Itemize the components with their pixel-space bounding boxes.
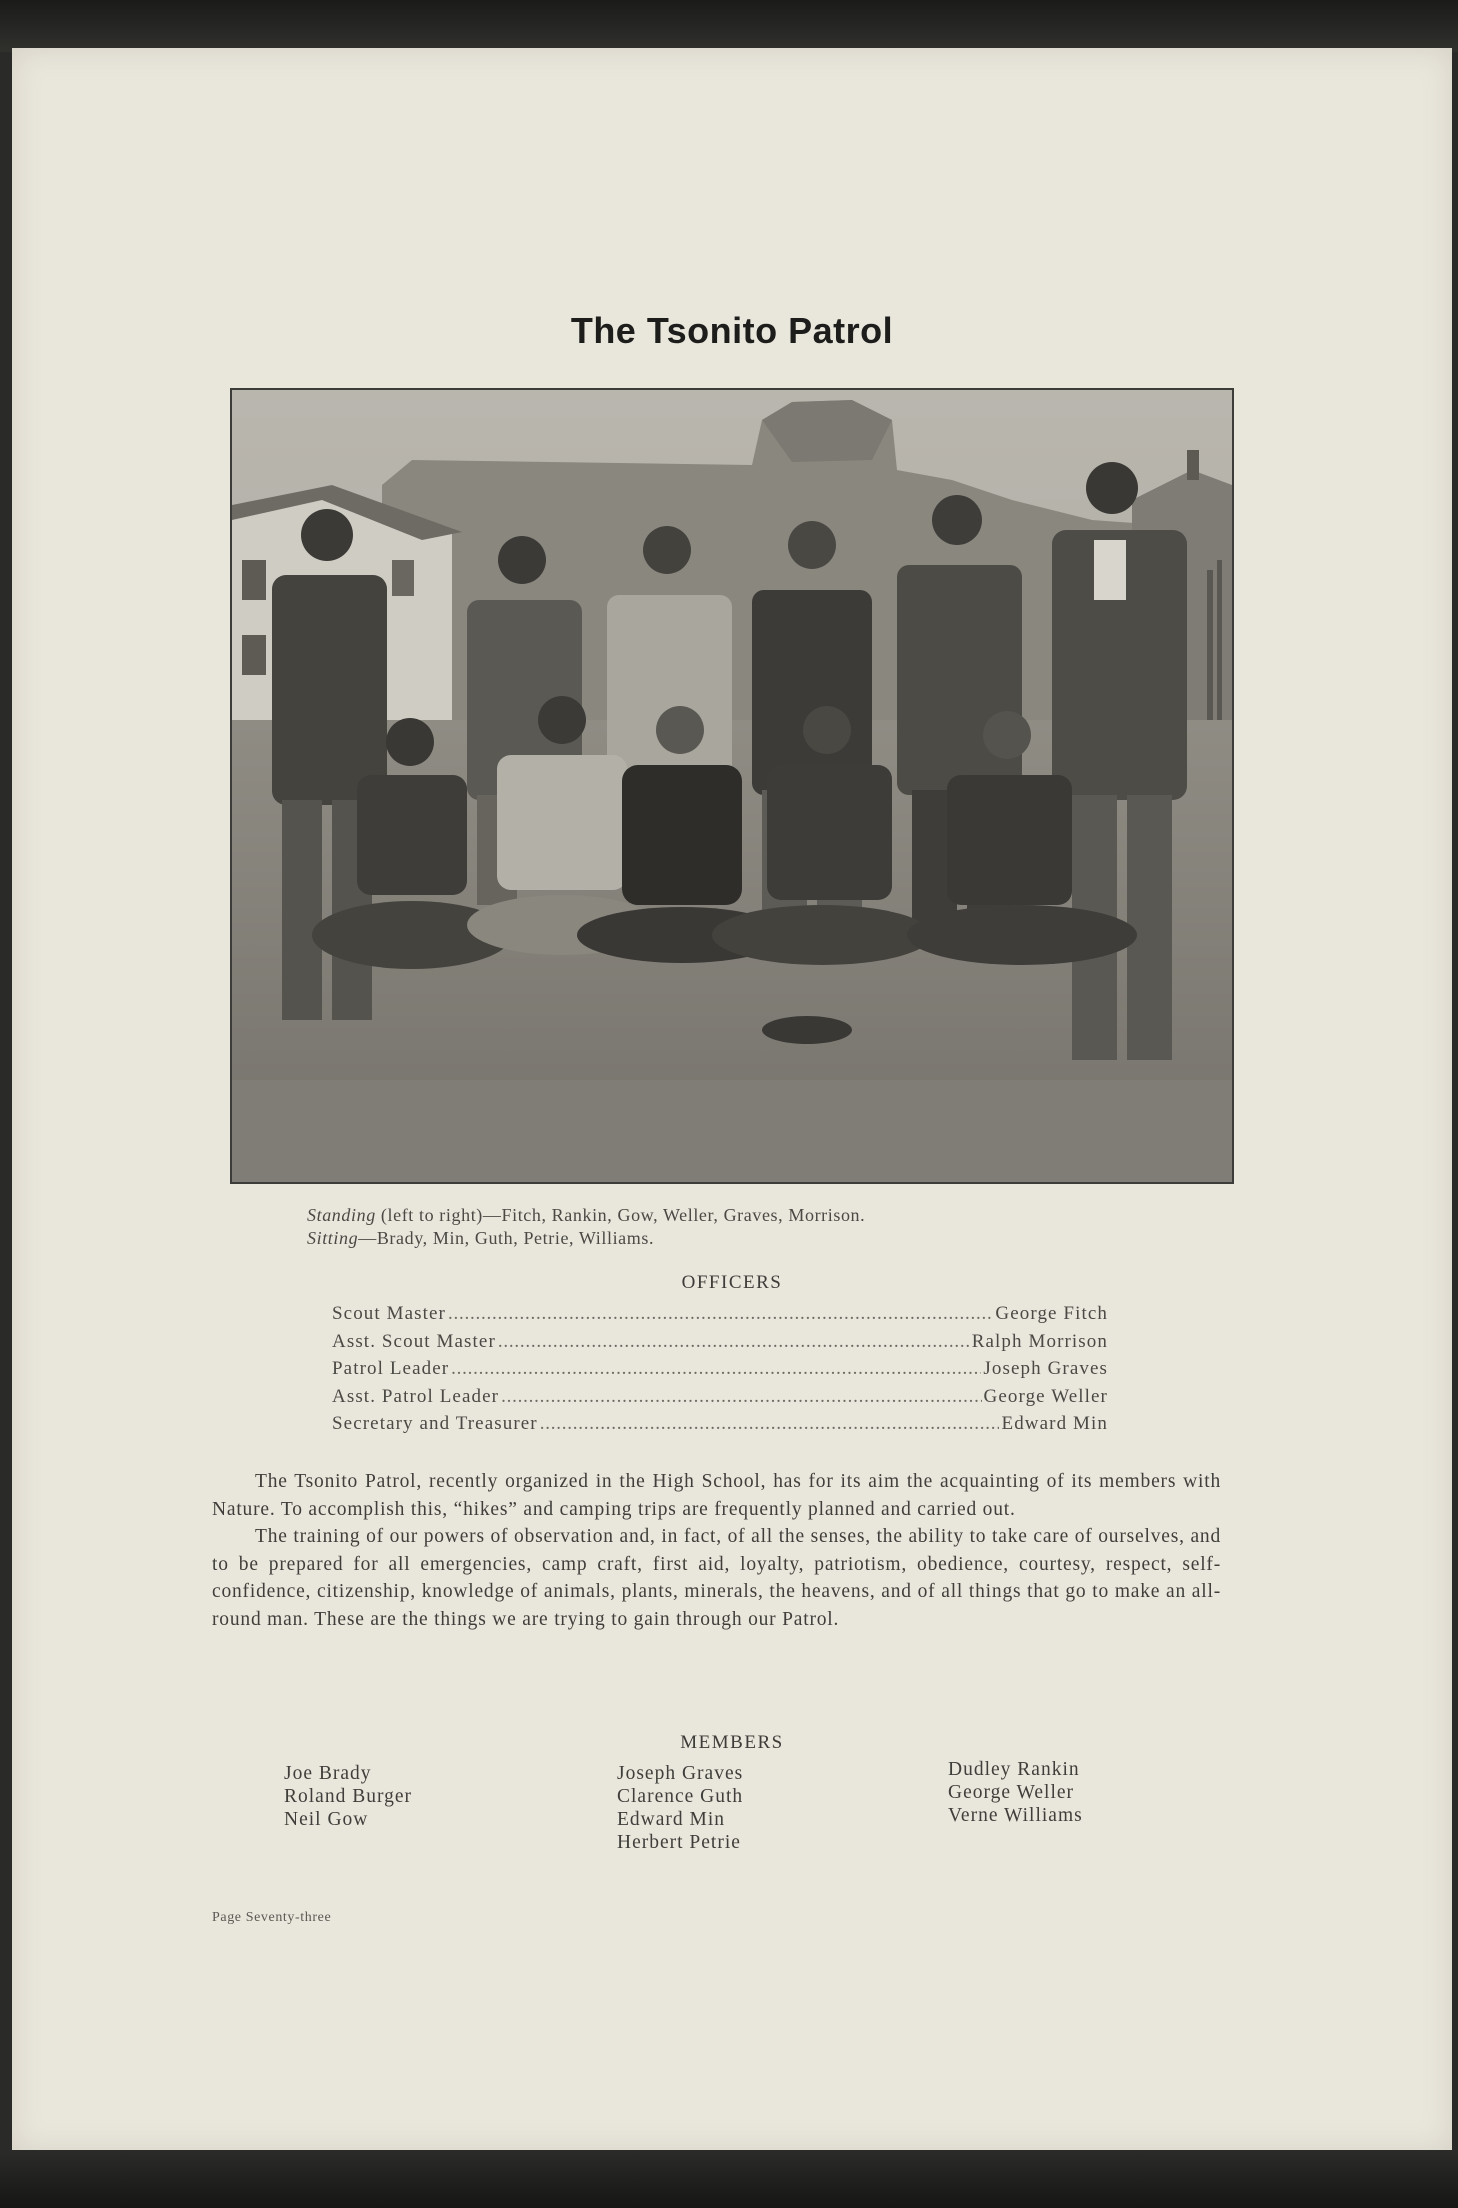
officer-row [332, 1386, 1108, 1414]
dot-leader [501, 1386, 981, 1408]
members-column-1 [284, 1762, 412, 1831]
dot-leader [540, 1413, 1000, 1435]
officer-row [332, 1358, 1108, 1386]
officer-role: Patrol Leader [332, 1358, 450, 1379]
scan-top-edge [0, 0, 1458, 52]
body-text [212, 1468, 1221, 1634]
officers-heading: OFFICERS [681, 1272, 783, 1293]
member-name: Dudley Rankin [948, 1759, 1080, 1780]
dot-leader [448, 1303, 993, 1325]
caption-standing-line [307, 1204, 1207, 1227]
caption-standing-label: Standing [307, 1205, 376, 1225]
officer-name: Joseph Graves [983, 1358, 1108, 1379]
yearbook-page [12, 48, 1452, 2152]
photo-caption [307, 1204, 1207, 1250]
dot-leader [451, 1358, 981, 1380]
officer-row [332, 1413, 1108, 1441]
page-title: The Tsonito Patrol [570, 310, 894, 351]
caption-sitting-label: Sitting [307, 1228, 359, 1248]
member-name: George Weller [948, 1782, 1075, 1803]
member-name: Clarence Guth [617, 1786, 744, 1807]
member-name: Verne Williams [948, 1805, 1083, 1826]
scan-bottom-edge [0, 2150, 1458, 2208]
member-name: Herbert Petrie [617, 1832, 741, 1853]
member-name: Neil Gow [284, 1809, 369, 1830]
officer-role: Scout Master [332, 1303, 446, 1324]
officer-name: Ralph Morrison [971, 1330, 1108, 1352]
officer-role: Secretary and Treasurer [332, 1413, 538, 1434]
page-number: Page Seventy-three [212, 1910, 332, 1925]
officers-list [332, 1303, 1108, 1441]
members-heading: MEMBERS [680, 1732, 784, 1753]
paragraph: The training of our powers of observation and, in fact, of all the senses, the ability to take care of ourselves, and to be prepared for all emergencies, camp craft, first aid, loyalty, patriotism, obedience, courtesy, respect, self-confidence, citizenship, knowledge of animals, plants, minerals, the heavens, and of all things that go to make an all-round man. These are the things we are trying to gain through our Patrol. [212, 1526, 1221, 1630]
caption-sitting-text: —Brady, Min, Guth, Petrie, Williams. [358, 1228, 655, 1248]
members-column-3 [948, 1758, 1083, 1827]
officer-name: Edward Min [1001, 1413, 1108, 1434]
officer-role: Asst. Patrol Leader [332, 1385, 500, 1407]
officer-row [332, 1331, 1108, 1359]
caption-standing-text: (left to right)—Fitch, Rankin, Gow, Weller, Graves, Morrison. [375, 1205, 866, 1225]
caption-sitting-line [307, 1227, 1207, 1250]
officer-name: George Weller [983, 1385, 1108, 1407]
members-column-2 [617, 1762, 743, 1854]
member-name: Roland Burger [284, 1786, 413, 1807]
member-name: Joseph Graves [617, 1763, 744, 1784]
group-photo [230, 388, 1234, 1184]
member-name: Joe Brady [284, 1763, 372, 1784]
member-name: Edward Min [617, 1809, 726, 1830]
officer-name: George Fitch [995, 1303, 1108, 1324]
officer-role: Asst. Scout Master [332, 1330, 496, 1352]
officer-row [332, 1303, 1108, 1331]
paragraph: The Tsonito Patrol, recently organized in the High School, has for its aim the acquainting of its members with Nature. To accomplish this, “hikes” and camping trips are frequently planned and carried out. [212, 1471, 1221, 1520]
dot-leader [498, 1331, 970, 1353]
group-photo-image [232, 390, 1232, 1182]
